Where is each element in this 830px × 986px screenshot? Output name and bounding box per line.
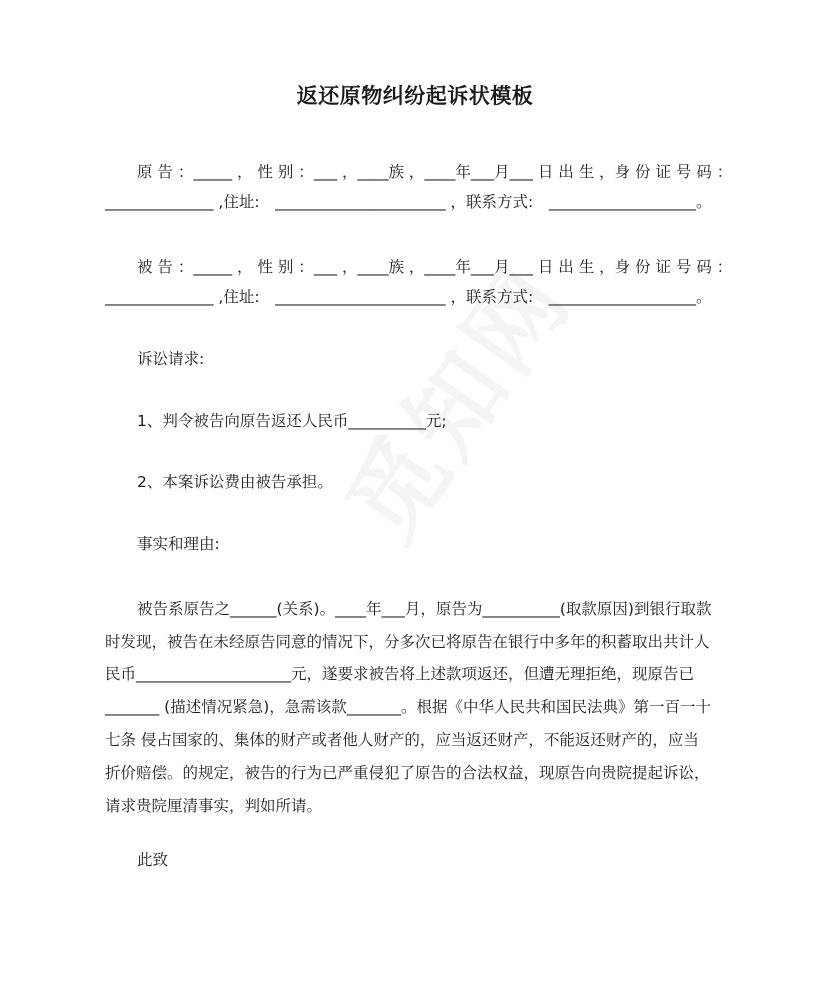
facts-line: 请求贵院厘清事实，判如所请。 bbox=[105, 797, 323, 815]
claim-item-2: 2、本案诉讼费由被告承担。 bbox=[137, 473, 333, 491]
plaintiff-line-1: 原 告 ：_____ ， 性 别 ：___ ，____族 ，____年___月___ 日 出 生 ，身 份 证 号 码 ： bbox=[137, 163, 733, 181]
defendant-line-2: ______________ ,住址: ______________________ ，联系方式: ___________________。 bbox=[105, 288, 712, 306]
watermark bbox=[309, 234, 597, 563]
closing-text: 此致 bbox=[137, 851, 169, 869]
facts-line: 七条 侵占国家的、集体的财产或者他人财产的，应当返还财产，不能返还财产的，应当 bbox=[105, 731, 699, 749]
claims-heading: 诉讼请求: bbox=[137, 350, 205, 368]
facts-line: 被告系原告之______(关系)。____年___月，原告为__________(取款原因)到银行取款 bbox=[137, 600, 712, 618]
plaintiff-line-2: ______________ ,住址: ______________________ ，联系方式: ___________________。 bbox=[105, 193, 712, 211]
facts-heading: 事实和理由: bbox=[137, 535, 220, 553]
facts-line: 时发现，被告在未经原告同意的情况下，分多次已将原告在银行中多年的积蓄取出共计人 bbox=[105, 633, 710, 651]
defendant-line-1: 被 告 ：_____ ， 性 别 ：___ ，____族 ，____年___月___ 日 出 生 ，身 份 证 号 码 ： bbox=[137, 258, 733, 276]
facts-line: 民币____________________元，遂要求被告将上述款项返还，但遭无理拒绝，现原告已 bbox=[105, 665, 695, 683]
facts-line: 折价赔偿。的规定，被告的行为已严重侵犯了原告的合法权益，现原告向贵院提起诉讼， bbox=[105, 764, 710, 782]
document-title: 返还原物纠纷起诉状模板 bbox=[296, 84, 534, 108]
facts-line: _______ (描述情况紧急)，急需该款_______。根据《中华人民共和国民法典》第一百一十 bbox=[105, 698, 712, 716]
claim-item-1: 1、判令被告向原告返还人民币__________元; bbox=[137, 412, 447, 430]
